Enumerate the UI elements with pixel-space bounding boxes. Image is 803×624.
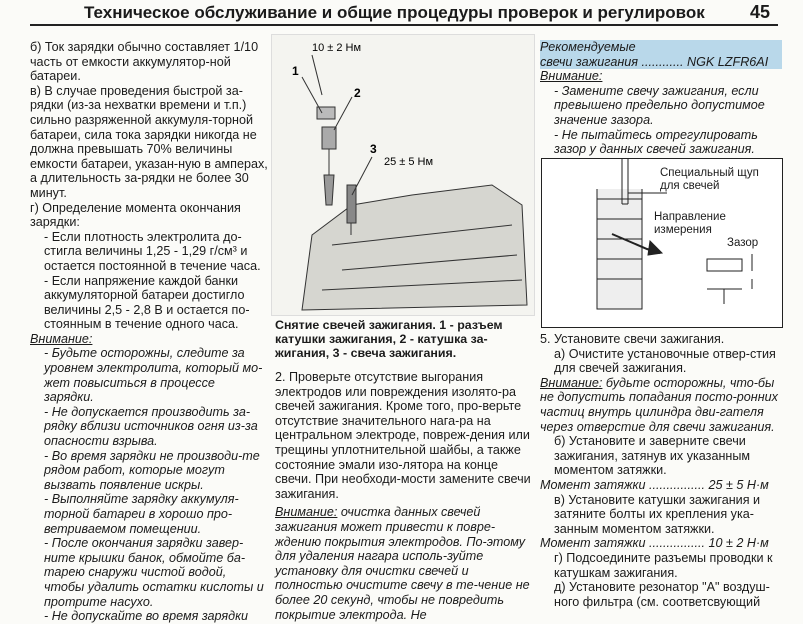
paragraph: г) Определение момента окончания зарядки: [30, 200, 241, 230]
spark-plug-gauge-illustration [542, 159, 782, 327]
paragraph: - Если напряжение каждой банки аккумуляторной батареи достигло величины 2,5 - 2,8 В и остается по-стоянным в течение одного часа. [44, 273, 250, 332]
warning-item: - Не допускайте во время зарядки [44, 609, 249, 624]
gap-gauge-diagram [541, 158, 783, 328]
spark-plug-removal-illustration [272, 35, 534, 315]
special-gauge-label: Специальный щуп для свечей [660, 167, 759, 192]
warning-item: - Замените свечу зажигания, если превышено предельно допустимое значение зазора. [554, 83, 765, 127]
warning-item: - Выполняйте зарядку аккумуля-торной батареи в хорошо про-ветриваемом помещении. [44, 492, 239, 536]
paragraph: в) Установите катушки зажигания и затяните болты их крепления ука-занным моментом затяжки. [554, 492, 761, 536]
right-column-bottom [540, 332, 782, 609]
figure-caption: Снятие свечей зажигания. 1 - разъем катушки зажигания, 2 - катушка за-жигания, 3 - свеча зажигания. [275, 318, 503, 360]
step-heading: 5. Установите свечи зажигания. [540, 332, 725, 346]
warning-text: очистка данных свечей зажигания может привести к повре-ждению покрытия электродов. По-этому для удаления нагара исполь-зуйте установку для очистки свечей и полностью очистите свечу в те-чение не более 20 секунд, чтобы не повредить покрытие электрода. Не [275, 505, 530, 622]
attention-heading: Внимание: [540, 69, 603, 84]
engine-figure [271, 34, 535, 316]
recommended-plugs: свечи зажигания ............ NGK LZFR6AI [540, 55, 782, 70]
warning-item: - После окончания зарядки завер-ните крышки банок, обмойте ба-тарею снаружи чистой водой, чтобы удалить остатки кислоты и протрите насухо. [44, 536, 264, 609]
torque-label-2: 25 ± 5 Нм [384, 156, 434, 168]
warning-item: - Не пытайтесь отрегулировать зазор у данных свечей зажигания. [554, 127, 758, 157]
paragraph: д) Установите резонатор "А" воздуш-ного фильтра (см. соответсвующий [554, 580, 770, 609]
paragraph: 2. Проверьте отсутствие выгорания электродов или повреждения изолято-ра свечей зажигания. Кроме того, про-верьте отсутствие значительного нага-ра на центральном электроде, повреж-дения или трещины уплотнительной шайбы, а также состояние эмали изо-лятора на конце свечи. При необходи-мости замените свечи зажигания. [275, 370, 531, 501]
warning-item: - Не допускается производить за-рядку вблизи источников огня из-за опасности взрыва. [44, 404, 258, 449]
paragraph: а) Очистите установочные отвер-стия для свечей зажигания. [554, 346, 776, 376]
middle-column [275, 370, 533, 622]
right-column-top [540, 40, 782, 157]
callout-3: 3 [370, 142, 377, 156]
callout-2: 2 [354, 86, 361, 100]
page-number: 45 [749, 2, 770, 22]
paragraph: б) Установите и заверните свечи зажигания, затянув их указанным моментом затяжки. [554, 434, 751, 478]
paragraph: - Если плотность электролита до-стигла величины 1,25 - 1,29 г/см³ и остается постоянной в течение часа. [44, 229, 261, 273]
paragraph: г) Подсоедините разъемы проводки к катушкам зажигания. [554, 550, 773, 580]
warning-item: - Будьте осторожны, следите за уровнем электролита, который мо-жет повыситься в процессе зарядки. [44, 346, 263, 405]
warning-item: - Во время зарядки не производи-те рядом работ, которые могут вызвать появление искры. [44, 448, 260, 492]
recommended-heading: Рекомендуемые [540, 40, 782, 55]
callout-1: 1 [292, 64, 299, 78]
left-column [30, 40, 268, 624]
page-header [30, 0, 778, 26]
torque-spec: Момент затяжки ................ 25 ± 5 Н·м [540, 477, 769, 492]
torque-spec: Момент затяжки ................ 10 ± 2 Н·м [540, 536, 769, 551]
paragraph: в) В случае проведения быстрой за-рядки (из-за нехватки времени и т.п.) сильно разряженной аккумуля-торной батареи, сила тока зарядки никогда не должна превышать 70% величины емкости батареи, указан-ную в амперах, а длительность за-рядки не более 30 минут. [30, 83, 268, 200]
attention-heading: Внимание: [540, 375, 603, 390]
measurement-direction-label: Направление измерения [654, 211, 726, 236]
torque-label-1: 10 ± 2 Нм [312, 42, 362, 54]
warning-text: будьте осторожны, что-бы не допустить попадания посто-ронних частиц внутрь цилиндра дви-гателя через отверстие для свечи зажигания. [540, 375, 778, 434]
gap-label: Зазор [727, 237, 759, 249]
attention-heading: Внимание: [30, 331, 93, 346]
page-title: Техническое обслуживание и общие процедуры проверок и регулировок [84, 3, 705, 22]
attention-heading: Внимание: [275, 505, 338, 520]
paragraph: б) Ток зарядки обычно составляет 1/10 часть от емкости аккумулятор-ной батареи. [30, 40, 259, 84]
